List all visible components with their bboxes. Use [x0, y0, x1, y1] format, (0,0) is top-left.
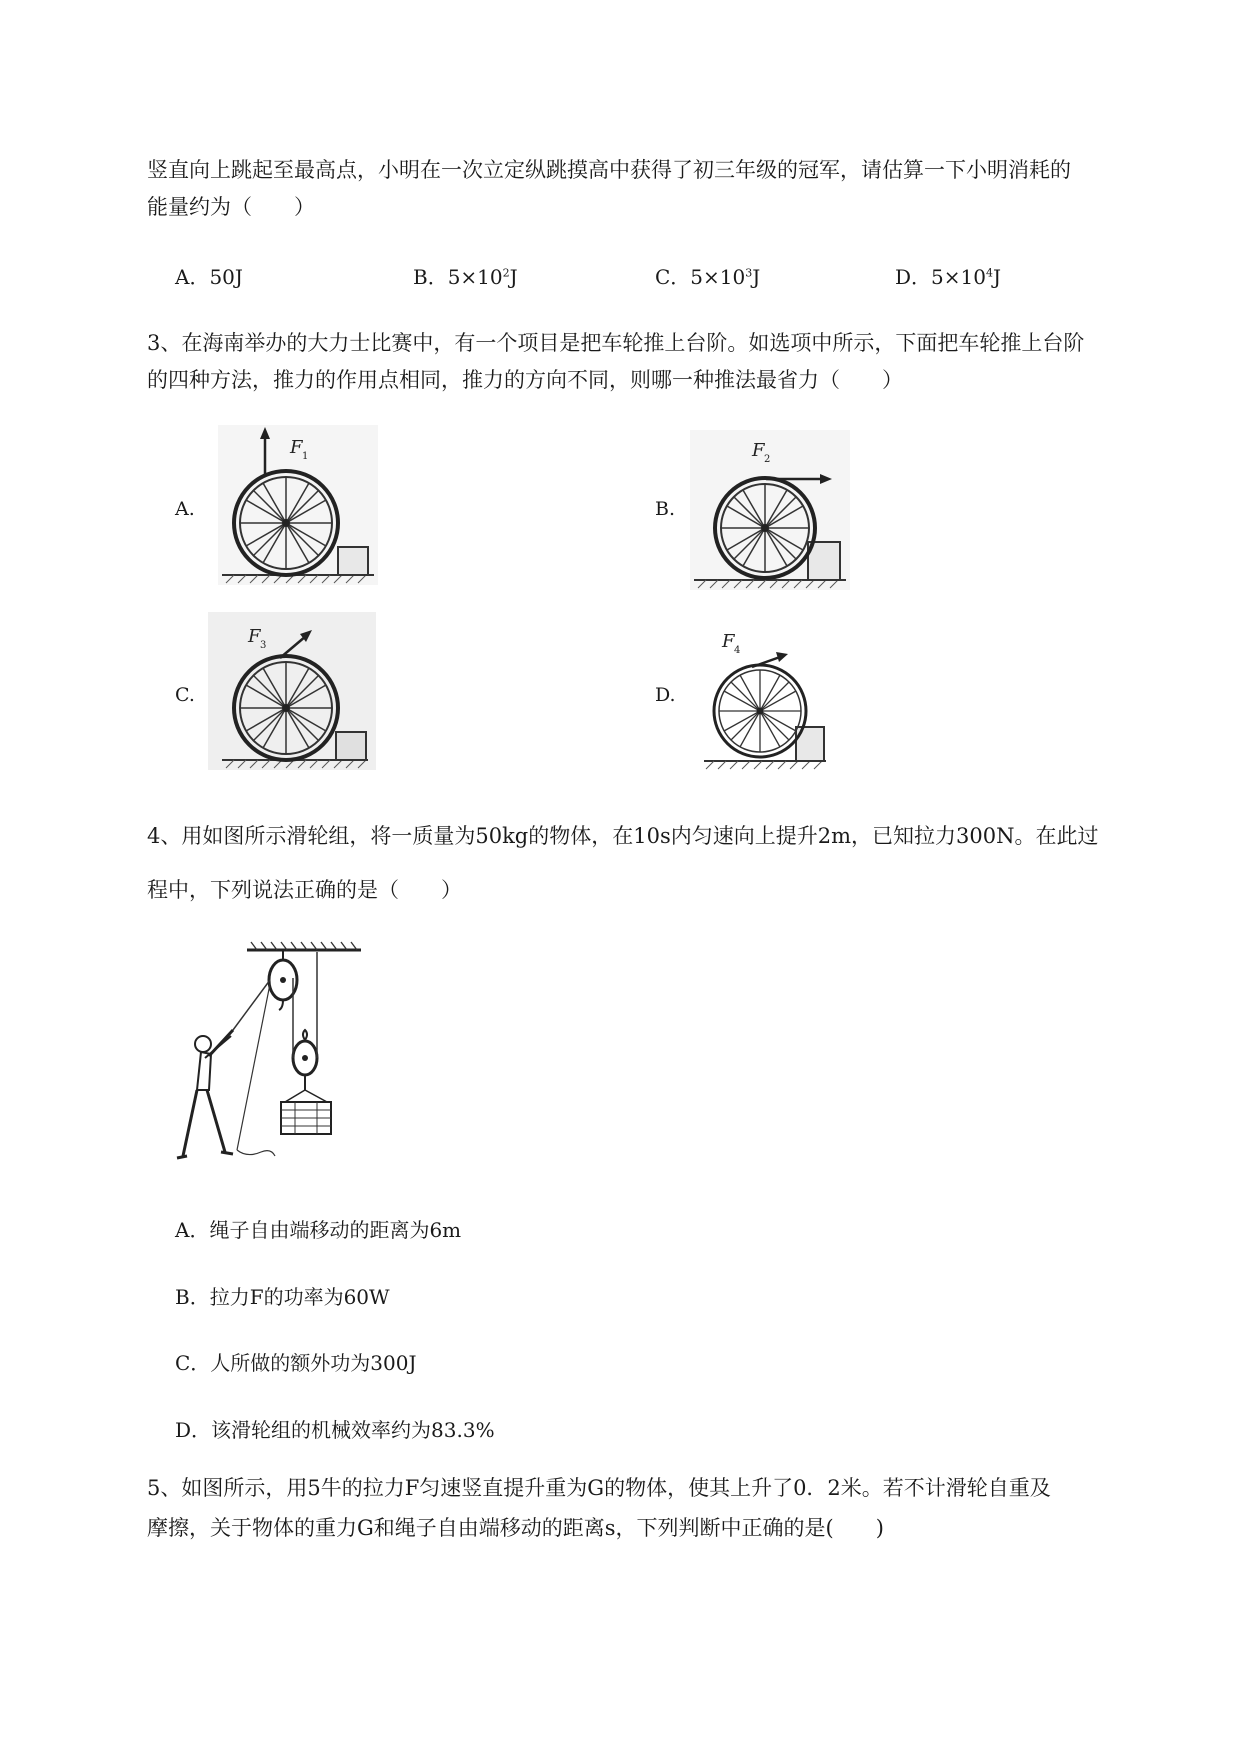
- q3-figure-c-force-label: F: [248, 626, 261, 647]
- q2-option-c: C．$5\times 10^3J$: [655, 265, 761, 289]
- q4-option-b: B．拉力F的功率为60W: [175, 1285, 390, 1309]
- q3-figure-a-force-label: F: [290, 437, 303, 458]
- q3-text-line1: 3、在海南举办的大力士比赛中，有一个项目是把车轮推上台阶。如选项中所示，下面把车轮推上台阶: [147, 331, 1085, 355]
- q2-text-line2: 能量约为（ ）: [147, 195, 315, 219]
- q4-pulley-figure: [175, 940, 375, 1170]
- q2-option-a: A．50J: [175, 265, 243, 289]
- q3-figure-c-label: C.: [175, 684, 195, 706]
- q2-text-line1: 竖直向上跳起至最高点，小明在一次立定纵跳摸高中获得了初三年级的冠军，请估算一下小明消耗的: [147, 158, 1071, 182]
- q3-figure-b-force-label: F: [752, 440, 765, 461]
- q4-text-line2: 程中，下列说法正确的是（ ）: [147, 878, 462, 902]
- q4-option-d: D．该滑轮组的机械效率约为83.3%: [175, 1418, 495, 1442]
- q5-text-line2: 摩擦，关于物体的重力G和绳子自由端移动的距离s，下列判断中正确的是( ): [147, 1516, 884, 1540]
- q3-figure-d-label: D.: [655, 684, 676, 706]
- q2-option-b: B．$5\times 10^2J$: [413, 265, 518, 289]
- q3-figure-c-force-sub: 3: [260, 640, 267, 651]
- q3-figure-d-force-sub: 4: [734, 645, 741, 656]
- q3-figure-b-force-sub: 2: [764, 454, 771, 465]
- q3-figure-c: [208, 612, 376, 770]
- q3-figure-a-force-sub: 1: [302, 451, 309, 462]
- q4-text-line1: 4、用如图所示滑轮组，将一质量为50kg的物体，在10s内匀速向上提升2m，已知拉力300N。在此过: [147, 824, 1099, 848]
- q2-option-d: D．$5\times 10^4J$: [895, 265, 1001, 289]
- q3-figure-b: [690, 430, 850, 590]
- q3-figure-a: [218, 425, 378, 585]
- q3-text-line2: 的四种方法，推力的作用点相同，推力的方向不同，则哪一种推法最省力（ ）: [147, 368, 903, 392]
- q3-figure-a-label: A.: [175, 498, 195, 520]
- q3-figure-d-force-label: F: [722, 631, 735, 652]
- q3-figure-b-label: B.: [655, 498, 676, 520]
- q5-text-line1: 5、如图所示，用5牛的拉力F匀速竖直提升重为G的物体，使其上升了0．2米。若不计滑轮自重及: [147, 1476, 1051, 1500]
- q4-option-a: A．绳子自由端移动的距离为6m: [175, 1218, 462, 1242]
- q4-option-c: C．人所做的额外功为300J: [175, 1351, 417, 1375]
- q3-figure-d: [700, 625, 830, 770]
